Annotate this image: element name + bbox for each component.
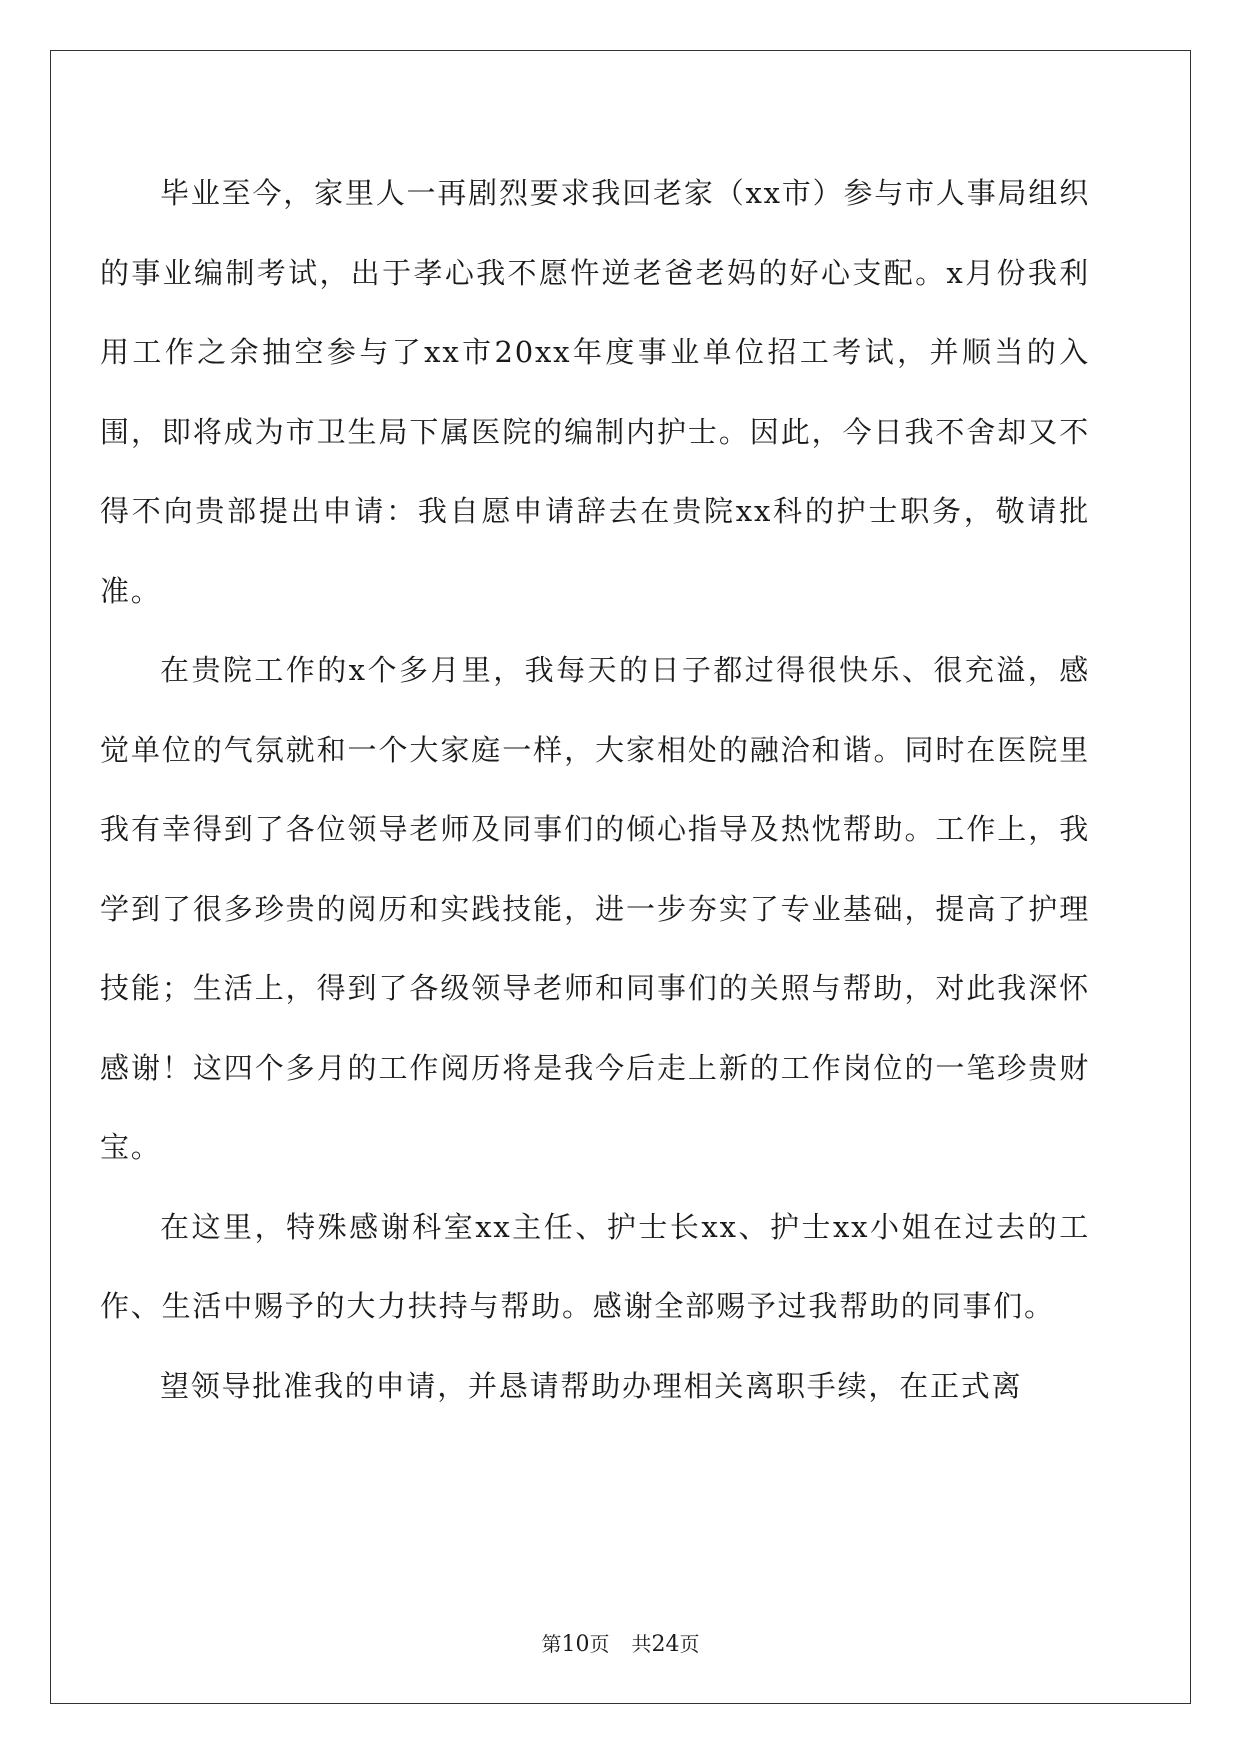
paragraph-2: 在贵院工作的x个多月里，我每天的日子都过得很快乐、很充溢，感觉单位的气氛就和一个大家庭一样，大家相处的融洽和谐。同时在医院里我有幸得到了各位领导老师及同事们的倾心指导及热忱帮助。工作上，我学到了很多珍贵的阅历和实践技能，进一步夯实了专业基础，提高了护理技能；生活上，得到了各级领导老师和同事们的关照与帮助，对此我深怀感谢！这四个多月的工作阅历将是我今后走上新的工作岗位的一笔珍贵财宝。 (100, 653, 1090, 1164)
document-body (100, 154, 1090, 1426)
total-pages: 24 (651, 1632, 680, 1657)
paragraph-1: 毕业至今，家里人一再剧烈要求我回老家（xx市）参与市人事局组织的事业编制考试，出于孝心我不愿忤逆老爸老妈的好心支配。x月份我利用工作之余抽空参与了xx市20xx年度事业单位招工考试，并顺当的入围，即将成为市卫生局下属医院的编制内护士。因此，今日我不舍却又不得不向贵部提出申请：我自愿申请辞去在贵院xx科的护士职务，敬请批准。 (100, 176, 1090, 608)
paragraph-3: 在这里，特殊感谢科室xx主任、护士长xx、护士xx小姐在过去的工作、生活中赐予的大力扶持与帮助。感谢全部赐予过我帮助的同事们。 (100, 1209, 1090, 1323)
total-prefix: 共 (631, 1632, 652, 1656)
page-prefix: 第 (541, 1632, 562, 1656)
total-suffix: 页 (679, 1632, 700, 1656)
page-footer (0, 1630, 1241, 1659)
page-suffix: 页 (589, 1632, 610, 1656)
page-number: 10 (561, 1632, 590, 1657)
paragraph-4: 望领导批准我的申请，并恳请帮助办理相关离职手续，在正式离 (160, 1368, 1023, 1403)
